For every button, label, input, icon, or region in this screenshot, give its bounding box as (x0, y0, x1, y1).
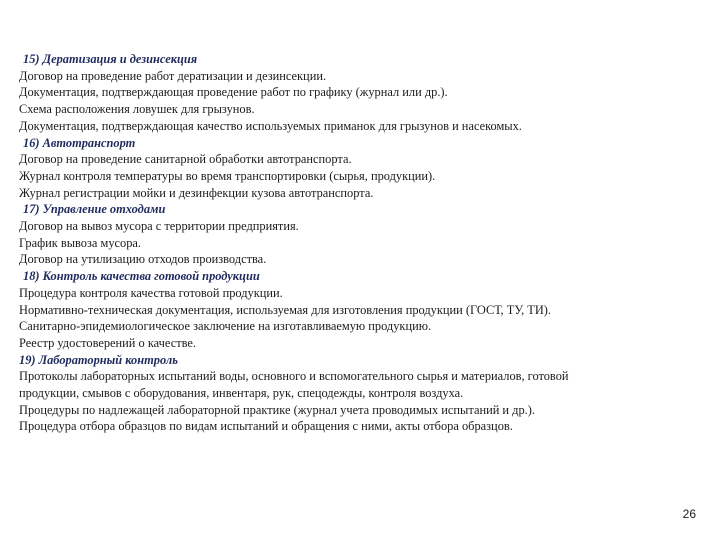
section-quality-control (19, 268, 709, 352)
document-line: Договор на проведение работ дератизации и дезинсекции. (19, 68, 327, 83)
document-line: График вывоза мусора. (19, 235, 142, 250)
section-heading: 15) Дератизация и дезинсекция (23, 52, 198, 66)
section-heading: 18) Контроль качества готовой продукции (23, 269, 260, 284)
document-line: Журнал контроля температуры во время транспортировки (сырья, продукции). (19, 168, 436, 183)
document-line: Протоколы лабораторных испытаний воды, основного и вспомогательного сырья и материалов, готовой (19, 369, 569, 384)
document-line: Санитарно-эпидемиологическое заключение на изготавливаемую продукцию. (19, 319, 432, 334)
section-waste-management (19, 201, 709, 268)
document-line: Журнал регистрации мойки и дезинфекции кузова автотранспорта. (19, 185, 374, 200)
document-line: продукции, смывов с оборудования, инвентаря, рук, спецодежды, контроля воздуха. (19, 386, 464, 401)
document-line: Схема расположения ловушек для грызунов. (19, 102, 255, 117)
document-line: Процедуры по надлежащей лабораторной практике (журнал учета проводимых испытаний и др.). (19, 402, 535, 417)
section-heading: 17) Управление отходами (23, 202, 166, 217)
document-line: Нормативно-техническая документация, используемая для изготовления продукции (ГОСТ, ТУ, ТИ). (19, 302, 552, 317)
document-line: Документация, подтверждающая качество используемых приманок для грызунов и насекомых. (19, 118, 522, 133)
section-transport (19, 135, 709, 202)
document-body (19, 51, 709, 435)
document-line: Процедура контроля качества готовой продукции. (19, 285, 283, 300)
page-number: 26 (682, 507, 696, 521)
section-heading: 16) Автотранспорт (23, 135, 136, 150)
document-line: Договор на вывоз мусора с территории предприятия. (19, 219, 299, 234)
document-line: Договор на утилизацию отходов производства. (19, 252, 267, 267)
document-line: Договор на проведение санитарной обработки автотранспорта. (19, 152, 352, 167)
section-laboratory-control (19, 352, 709, 436)
document-line: Реестр удостоверений о качестве. (19, 335, 196, 350)
section-deratization (19, 51, 709, 135)
document-line: Документация, подтверждающая проведение работ по графику (журнал или др.). (19, 85, 448, 100)
section-heading: 19) Лабораторный контроль (19, 352, 178, 367)
document-line: Процедура отбора образцов по видам испытаний и обращения с ними, акты отбора образцов. (19, 419, 513, 434)
